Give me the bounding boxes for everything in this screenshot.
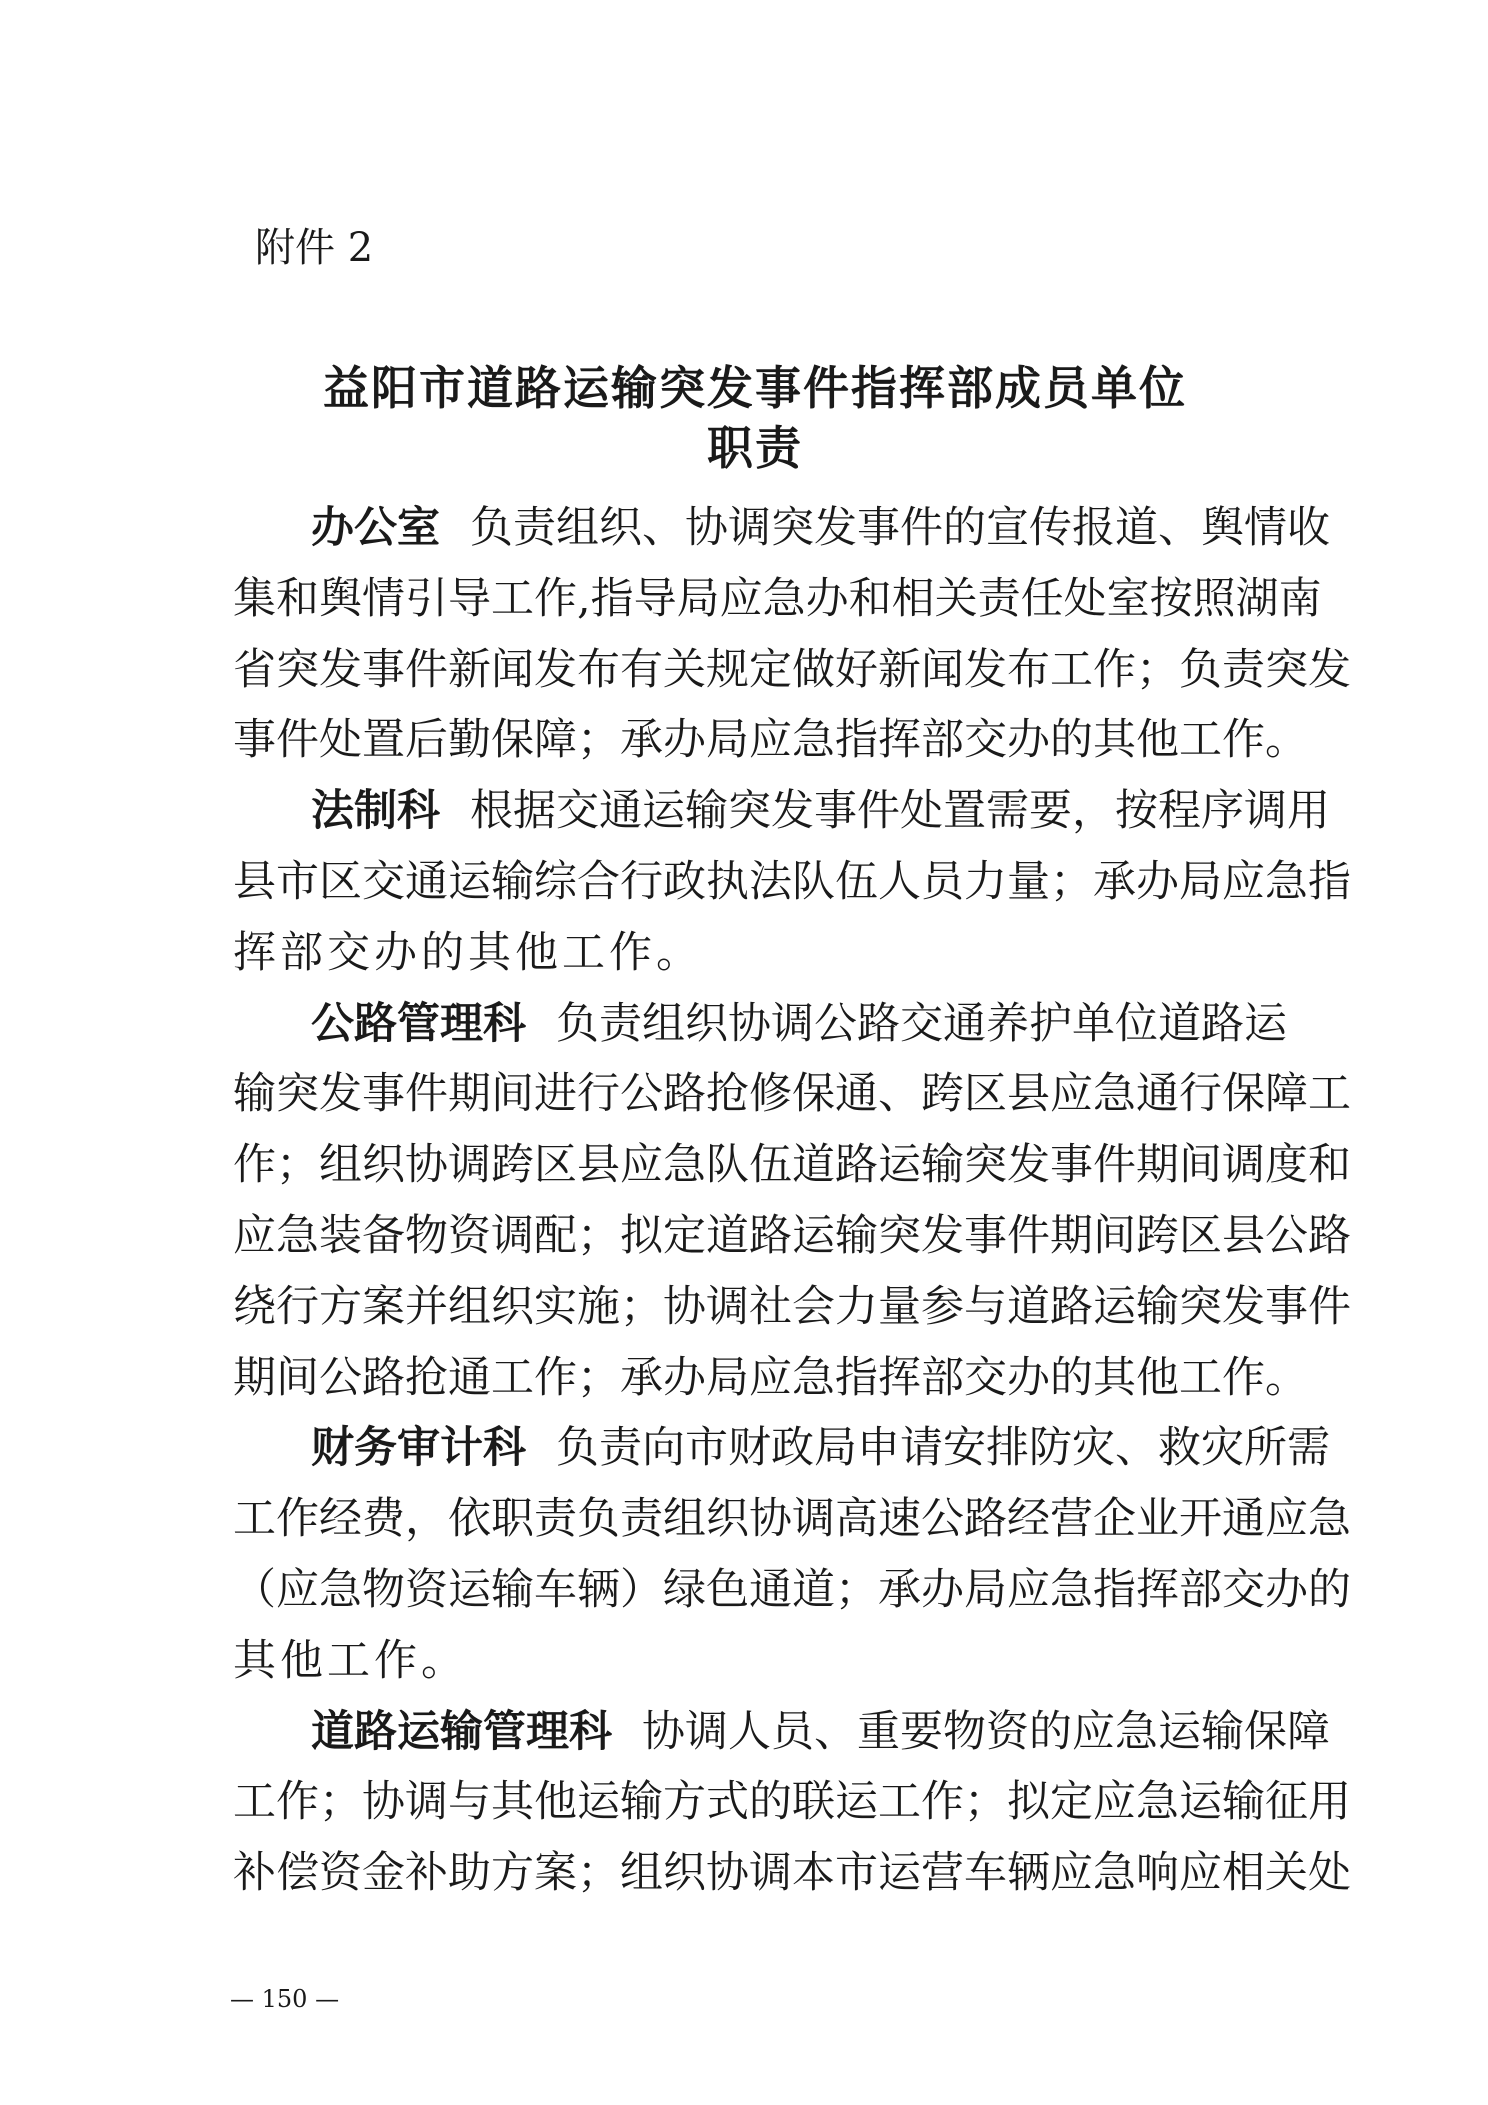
paragraph-line: （应急物资运输车辆）绿色通道；承办局应急指挥部交办的 [233, 1564, 1351, 1615]
unit-label: 办公室 [311, 503, 440, 553]
unit-label: 财务审计科 [311, 1423, 526, 1474]
paragraph-line: 绕行方案并组织实施；协调社会力量参与道路运输突发事件 [233, 1281, 1351, 1332]
paragraph-line: 县市区交通运输综合行政执法队伍人员力量；承办局应急指 [233, 856, 1351, 907]
unit-label: 公路管理科 [311, 998, 526, 1049]
paragraph-first-line [233, 1413, 1330, 1484]
paragraph-line: 输突发事件期间进行公路抢修保通、跨区县应急通行保障工 [233, 1069, 1351, 1120]
paragraph-line: 集和舆情引导工作,指导局应急办和相关责任处室按照湖南 [233, 573, 1322, 624]
document-title: 益阳市道路运输突发事件指挥部成员单位职责 [323, 361, 1187, 475]
paragraph-text: 负责组织协调公路交通养护单位道路运 [556, 998, 1287, 1049]
paragraph-line: 省突发事件新闻发布有关规定做好新闻发布工作；负责突发 [233, 644, 1351, 695]
paragraph-text: 负责向市财政局申请安排防灾、救灾所需 [556, 1423, 1330, 1474]
paragraph-line: 期间公路抢通工作；承办局应急指挥部交办的其他工作。 [233, 1352, 1308, 1403]
document-body [233, 493, 1351, 1909]
paragraph-text: 负责组织、协调突发事件的宣传报道、舆情收 [470, 503, 1330, 553]
paragraph-line: 作；组织协调跨区县应急队伍道路运输突发事件期间调度和 [233, 1140, 1351, 1191]
attachment-label: 附件 2 [255, 225, 374, 271]
paragraph-line: 工作经费，依职责负责组织协调高速公路经营企业开通应急 [233, 1494, 1351, 1545]
paragraph-first-line [233, 1697, 1330, 1768]
paragraph-text: 协调人员、重要物资的应急运输保障 [642, 1706, 1330, 1757]
paragraph-first-line [233, 493, 1330, 564]
paragraph-line: 应急装备物资调配；拟定道路运输突发事件期间跨区县公路 [233, 1210, 1351, 1261]
page-number: — 150 — [230, 1985, 340, 2013]
unit-label: 道路运输管理科 [311, 1706, 612, 1757]
paragraph-first-line [233, 989, 1287, 1060]
paragraph-text: 根据交通运输突发事件处置需要，按程序调用 [470, 786, 1330, 837]
paragraph-line: 工作；协调与其他运输方式的联运工作；拟定应急运输征用 [233, 1777, 1351, 1828]
paragraph-first-line [233, 776, 1330, 847]
paragraph-line: 事件处置后勤保障；承办局应急指挥部交办的其他工作。 [233, 715, 1308, 766]
paragraph-line: 其他工作。 [233, 1635, 468, 1686]
unit-label: 法制科 [311, 786, 440, 837]
paragraph-line: 挥部交办的其他工作。 [233, 927, 703, 978]
paragraph-line: 补偿资金补助方案；组织协调本市运营车辆应急响应相关处 [233, 1848, 1351, 1899]
